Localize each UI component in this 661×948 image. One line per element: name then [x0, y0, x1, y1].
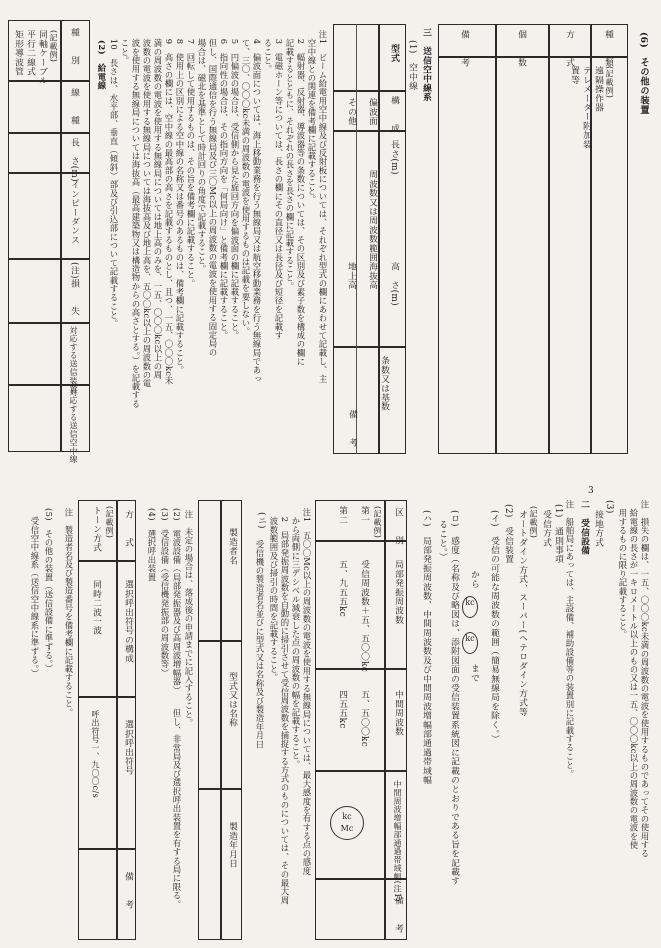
lo-row-if: 五、五〇〇kc — [359, 690, 369, 748]
note-line: 波数の電波を使用する無線局については海抜高及び地上高を、五〇〇kc以上の周波数の電 — [142, 30, 152, 388]
lo-note-line: 2 局部発振周波数を自動的に掃引させて受信周波数を捕捉する方式のものについては、その最大周 — [280, 508, 290, 905]
note-line: 7 回転して使用するものは、その旨を備考欄に記載すること。 — [186, 30, 196, 288]
item-2-note: 但し、非常局及び選択呼出装置を有する局に限る。 — [172, 700, 182, 909]
unit-mc: Mc — [340, 824, 354, 833]
feeder-header: 長 さ(m) — [69, 138, 79, 183]
lo-header: 備 考 — [393, 896, 403, 933]
table-rule — [333, 90, 406, 92]
feeder-example: 矩形導波管 — [13, 30, 23, 76]
note-line: 場合は、磁北を基準として時計回りの角度で記載すること。 — [197, 30, 207, 274]
note-line: 3 電磁ホーン等については、長さの欄にその直径又は長径及び短径を記載す — [274, 30, 284, 340]
sub-1: (1) 通則事項 — [553, 504, 563, 564]
unit-kc: kc — [465, 598, 475, 607]
note-line: 注1 ビーム給電用空中線及び反射板については、それぞれ型式の欄にあわせて記載し、主 — [318, 30, 328, 384]
ant-header-structure: 構 成 — [389, 96, 399, 133]
feeder-example: 同軸ケーブル — [37, 30, 47, 86]
item-3-title: 接地方式 — [593, 510, 603, 547]
table-rule — [333, 346, 406, 348]
sensitivity-tail: ること。） — [437, 520, 447, 562]
item-3-line: (3) 受信設備（受信機発振部の周波数等） — [160, 508, 170, 678]
table-col-rule — [356, 24, 357, 454]
loss-note-line: 注 損失の欄は、一五、〇〇〇kc未満の周波数の電波を使用するものであってその使用する — [640, 500, 650, 858]
mfr-item: (ニ) — [256, 512, 266, 529]
lo-row-lo: 五、九五五kc — [337, 560, 347, 618]
receiver-heading: 二 受信設備 — [579, 500, 589, 556]
lo-example-label: (記載例) — [373, 506, 382, 539]
selcall-composition: 同時二波一波 — [91, 580, 101, 636]
item-4-line: (4) 選択呼出装置 — [147, 508, 157, 582]
lo-note-line: 波数範囲及び掃引の時間を記載すること。 — [269, 508, 279, 682]
table-rule — [8, 132, 90, 134]
table-col-rule — [116, 500, 118, 940]
selcall-header: 方 式 — [123, 510, 133, 547]
loss-note-line: 給電線の長さが一キロメートル以上のもの又は一五、〇〇〇kc以上の周波数の電波を使 — [629, 500, 639, 850]
mfr-header: 製造者名 — [227, 528, 237, 565]
lo-row-lo: 受信周波数＋五、五〇〇kc — [359, 560, 369, 673]
mfr-title: 受信機の製造者名並びに型式又は名称及び製造年月日 — [255, 540, 265, 749]
example-line: 置等 — [569, 66, 579, 85]
table-rule — [8, 322, 90, 324]
selcall-header: 選択呼出符号 — [123, 720, 133, 776]
selcall-example-label: (記載例) — [105, 506, 114, 539]
note-line: 2 輻射器、反射器、導波器等の条数については、その区別及び素子数を構成の欄に — [296, 30, 306, 366]
range-to-unit — [462, 632, 478, 654]
lo-unit-circled — [330, 806, 364, 840]
example-method: オートダイン方式、スーパー(ヘテロダイン方式等 — [517, 510, 527, 717]
mfr-header: 型式又は名称 — [227, 672, 237, 728]
lo-header: 中間周波数 — [393, 690, 403, 736]
table-header: 個 数 — [516, 30, 526, 67]
ant-header-height: 高 さ(m) — [389, 262, 399, 307]
example-label: (記載例) — [605, 66, 614, 99]
note-line: 空中線との関連を備考欄に記載すること。 — [307, 30, 317, 204]
example-label: (記載例) — [529, 506, 538, 539]
ant-header-elements: 条数又は基数 — [379, 356, 389, 412]
ant-header-ground: 地上高 — [346, 262, 356, 290]
feeder-header: 対応する送信装置 — [69, 326, 78, 394]
unit-kc: kc — [342, 812, 352, 821]
section-3-sub: (1) 空中線 — [407, 40, 417, 91]
lo-row-label: 第二 — [337, 506, 347, 525]
note-line: て、三〇、〇〇〇kc未満の周波数の電波を使用するものは記載を要しない。 — [241, 30, 251, 336]
note-line: 9 高さの欄には、空中線の最高部の高さを記載するものとし、且つ、一五、〇〇〇kc未 — [164, 30, 174, 385]
ant-header-freq: 周波数又は周波数範囲 — [367, 170, 377, 262]
example-line: テレメーター附加装 — [581, 66, 591, 149]
note-line: 6 指向性の場合は、その指向方向を「何局向け」と備考欄に記載すること。 — [219, 30, 229, 340]
table-col-rule — [548, 24, 550, 454]
ant-header-other: その他 — [346, 98, 356, 126]
note-line: 5 円偏波の場合は、受信側から見た旋回方向を偏波面の欄に記載すること。 — [230, 30, 240, 340]
lo-row-label: 第一 — [359, 506, 369, 525]
note-line: 但し、国際通信を行う無線局及び三〇Mc以上の周波数の電波を使用する固定局の — [208, 30, 218, 357]
loss-note-line: 用するものに限り記載すること。 — [618, 500, 628, 640]
feeder-header: 対応する送信空中線 — [69, 388, 78, 464]
feeder-header: インピーダンス — [69, 180, 79, 245]
table-rule — [78, 560, 136, 562]
table-header: 方 式 — [564, 30, 574, 67]
lo-header: 区 別 — [393, 508, 403, 545]
lo-header: 中間周波增幅部通過帯域幅(注1) — [393, 780, 402, 902]
item-6-line: 受信空中線系（送信空中線系に準ずる。） — [30, 508, 40, 678]
ant-header-sea: 海抜高 — [367, 262, 377, 290]
table-col-rule — [384, 500, 386, 940]
ant-header-remarks: 備 考 — [347, 410, 357, 447]
table-rule — [78, 696, 136, 698]
table-rule — [198, 788, 242, 790]
lo-row-if: 四五五kc — [337, 690, 347, 729]
selcall-note: 注 製造者名及び製造番号を備考欄に記載すること。 — [64, 508, 74, 717]
mfr-header: 製造年月日 — [227, 822, 237, 868]
table-rule — [8, 80, 90, 82]
lo-note-line: から両側に三デシベル減衰した点の周波数の幅を記載すること。 — [291, 508, 301, 769]
note-line: 10 長さは、水平部、垂直（傾斜）部及び引込部について記載すること。 — [109, 30, 119, 329]
table-header: 備 考 — [459, 30, 469, 67]
table-rule — [78, 848, 136, 850]
range-from-unit — [462, 596, 478, 618]
ant-header-polarization: 偏波面 — [367, 98, 377, 126]
range-to-word: まで — [469, 664, 479, 683]
item-3-marker: (3) — [604, 500, 614, 514]
feeder-header: 線 種 — [69, 88, 79, 125]
note-line: 4 偏波面については、海上移動業務を行う無線局又は航空移動業務を行う無線局であっ — [252, 30, 262, 384]
feeder-header: 種 別 — [69, 28, 79, 65]
ant-header-length: 長さ(m) — [389, 140, 399, 175]
page-number: 3 — [588, 486, 594, 496]
feeder-example: 平行二線式 — [25, 30, 35, 76]
table-col-rule — [60, 20, 62, 452]
item-2-line: (2) 電波設備（局部発振器及び高周波増幅器） — [172, 508, 182, 695]
table-rule — [198, 640, 242, 642]
feeder-example-label: (記載例) — [49, 30, 58, 63]
section-other-devices-heading: (6) その他の装置 — [638, 32, 649, 115]
note-line: 8 使用上の区別による空中線の名称又は番号のあるものは、備考欄に記載すること。 — [175, 30, 185, 375]
selcall-method: トーン方式 — [91, 506, 101, 552]
range-from-word: から — [469, 570, 479, 589]
note-line: 波を使用する無線局については海抜高（最高建築物又は構造物からの高さとする。）を記載する — [131, 30, 141, 409]
selcall-header: 備 考 — [123, 872, 133, 909]
reception-method: 受信方式 — [541, 510, 551, 547]
range-item: (イ) 受信の可能な周波数の範囲（簡易無線局を除く。） — [489, 510, 499, 744]
table-rule — [8, 258, 90, 260]
table-col-rule — [495, 24, 497, 454]
selcall-header: 選択呼出符号の構成 — [123, 580, 133, 663]
example-line: 遠隔操作器 — [593, 66, 603, 112]
receiver-note: 注 船舶局にあっては、主設備、補助設備等の装置別に記載すること。 — [565, 500, 575, 779]
freq-item: (ハ) 局部発振周波数、中間周波数及び中間周波增幅部通過帯域幅 — [421, 510, 431, 785]
selcall-code: 呼出符号一、九〇〇c/s — [91, 710, 100, 799]
sub-2: (2) 受信装置 — [503, 504, 513, 564]
lo-header: 局部発振周波数 — [393, 560, 403, 625]
ant-header-model: 型式 — [389, 44, 399, 63]
section-3-heading: 三 送信空中線系 — [421, 28, 431, 102]
unit-kc: kc — [465, 634, 475, 643]
lo-note-line: 注1 五〇〇Mc以上の周波数の電波を使用する無線局については、最大感度を有する点の感度 — [302, 508, 312, 876]
feeder-heading: (2) 給電線 — [97, 40, 107, 91]
note-line: こと。 — [120, 30, 130, 65]
table-header: 種 類 — [603, 30, 613, 67]
sensitivity-item: (ロ) 感度（名称及び略図は、添附図面の受信装置系統図に記載のとおりである旨を記載す — [449, 510, 459, 886]
feeder-header: (注)損 失 — [69, 262, 79, 316]
note-line: ること。 — [263, 30, 273, 74]
note-line: 満の周波数の電波を使用する無線局については地上高のみを、一五、〇〇〇kc以上の周 — [153, 30, 163, 380]
table-rule — [315, 770, 407, 772]
mfr-note: 注 未定の場合は、落成後の申請までに記入すること。 — [184, 510, 194, 728]
table-col-rule — [220, 500, 222, 940]
note-line: 記載するとともに、それぞれの長さを長さの欄に記載すること。 — [285, 30, 295, 291]
item-5-line: (5) その他の装置（送信設備に準ずる。） — [44, 508, 54, 673]
